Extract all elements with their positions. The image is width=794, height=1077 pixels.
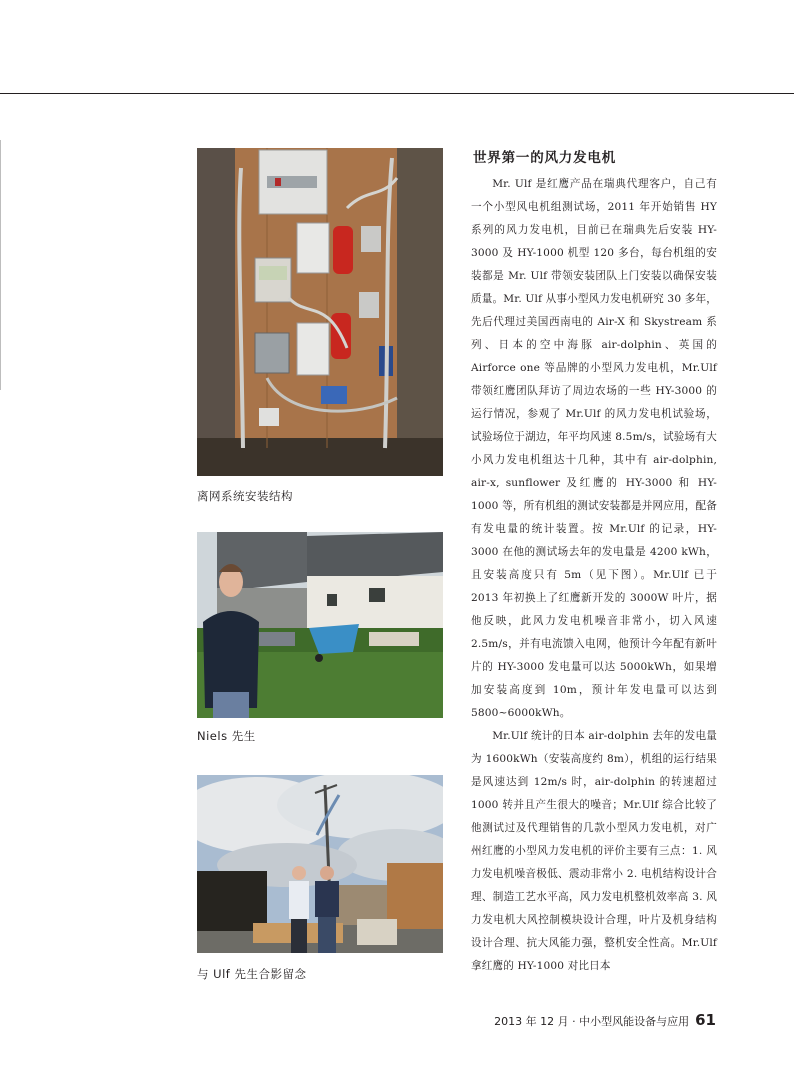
caption-photo-niels: Niels 先生 (197, 729, 256, 743)
article-title: 世界第一的风力发电机 (473, 150, 616, 166)
caption-photo-ulf: 与 Ulf 先生合影留念 (197, 967, 307, 981)
article-paragraph: Mr. Ulf 是红鹰产品在瑞典代理客户，自己有一个小型风电机组测试场，2011 年开始销售 HY 系列的风力发电机，目前已在瑞典先后安装 HY-3000 及 HY-1000 机型 120 多台，每台机组的安装都是 Mr. Ulf 带领安装团队上门安装以确保安装质量。Mr. Ulf 从事小型风力发电机研究 30 多年，先后代理过美国西南电的 Air-X 和 Skystream 系列、日本的空中海豚 air-dolphin、英国的 Airforce one 等品牌的小型风力发电机，Mr.Ulf 带领红鹰团队拜访了周边农场的一些 HY-3000 的运行情况，参观了 Mr.Ulf 的风力发电机试验场，试验场位于湖边，年平均风速 8.5m/s，试验场有大小风力发电机组达十几种，其中有 air-dolphin, air-x, sunflower 及红鹰的 HY-3000 和 HY-1000 等，所有机组的测试安装都是并网应用，配备有发电量的统计装置。按 Mr.Ulf 的记录，HY-3000 在他的测试场去年的发电量是 4200 kWh，且安装高度只有 5m（见下图）。Mr.Ulf 已于 2013 年初换上了红鹰新开发的 3000W 叶片，据他反映，此风力发电机噪音非常小，切入风速 2.5m/s，并有电流馈入电网，他预计今年配有新叶片的 HY-3000 发电量可以达 5000kWh，如果增加安装高度到 10m，预计年发电量可以达到 5800~6000kWh。 (471, 178, 717, 719)
footer-issue: 2013 年 12 月 · 中小型风能设备与应用 (494, 1015, 690, 1028)
photo-with-ulf (197, 775, 443, 953)
niels-image (197, 532, 443, 718)
offgrid-installation-image (197, 148, 443, 476)
caption-photo-offgrid: 离网系统安装结构 (197, 489, 293, 503)
photo-niels (197, 532, 443, 718)
photo-offgrid-installation (197, 148, 443, 476)
page-footer (494, 1011, 716, 1029)
with-ulf-image (197, 775, 443, 953)
article-body (471, 173, 717, 978)
article-paragraph: Mr.Ulf 统计的日本 air-dolphin 去年的发电量为 1600kWh（安装高度约 8m），机组的运行结果是风速达到 12m/s 时，air-dolphin 的转速超过 1000 转并且产生很大的噪音；Mr.Ulf 综合比较了他测试过及代理销售的几款小型风力发电机，对广州红鹰的小型风力发电机的评价主要有三点：1. 风力发电机噪音极低、震动非常小 2. 电机结构设计合理、制造工艺水平高，风力发电机整机效率高 3. 风力发电机大风控制模块设计合理，叶片及机身结构设计合理、抗大风能力强，整机安全性高。Mr.Ulf 拿红鹰的 HY-1000 对比日本 (471, 730, 717, 972)
header-rule (0, 93, 794, 94)
page-edge-mark (0, 140, 1, 390)
page-number: 61 (695, 1011, 716, 1029)
